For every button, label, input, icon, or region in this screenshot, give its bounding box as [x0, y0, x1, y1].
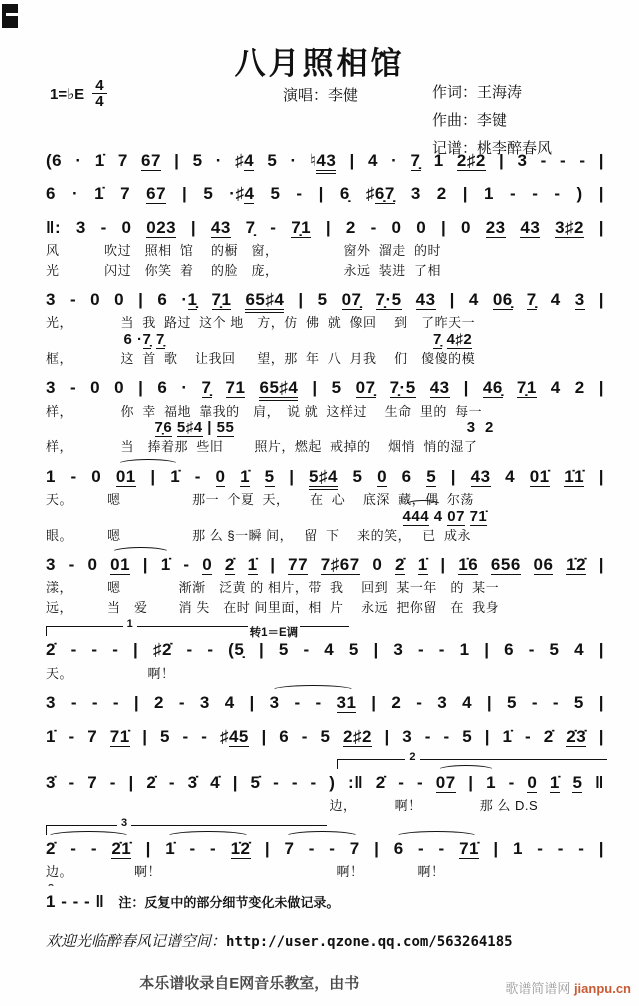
volta-number: 1: [123, 618, 137, 630]
notation-line: 1̇ - 7 71̇ | 5 - - ♯45 | 6 - 5 2♯2 | 3 - - 5 | 1̇ - 2̇ 2̇3̇ |: [46, 726, 604, 746]
page-title: 八月照相馆: [234, 46, 405, 81]
lyric-line: 远， 当 爱 消 失 在时 间里面，相 片 永远 把你留 在 我身: [46, 599, 500, 615]
score-system: [46, 618, 606, 683]
score-system: [46, 148, 606, 174]
lyric-line: 光， 当 我 路过 这个 地 方，仿 佛 就 像回 到 了昨天一: [46, 315, 476, 331]
notation-line: (6 · 1̇ 7 67 | 5 · ♯4 5 · ♮43 | 4 · 7̣ 1 2♯2 | 3 - - - |: [46, 148, 604, 174]
composer-credit: 作曲：李键: [432, 112, 508, 129]
notation-line: 3 - 0 01 | 1̇ - 0 2̇ 1̇ | 77 7♯67 0 2̇ 1̇ | 1̇6 656 06 1̇2̇ |: [46, 555, 604, 575]
notation-line: 3 - 0 0 | 6 · 7̣ 71 65♯4 | 5 07̣ 7̣·5 43 | 46̣ 7̣1 4 2 |: [46, 375, 604, 401]
score-system: [46, 690, 606, 716]
score: [46, 148, 606, 922]
time-signature: [92, 78, 106, 109]
lyric-line: 边， 啊！ 那 么 D.S: [46, 798, 539, 814]
notation-line: 6 · 1̇ 7 67 | 5 ·♯4 5 - | 6̣ ♯6̣7̣ 3 2 | 1 - - - ) |: [46, 184, 604, 204]
notation-line: 2̇ - - - | ♯2̇ - - (5̣ | 5 - 4 5 | 3 - - 1 | 6 - 5 4 |: [46, 640, 604, 660]
score-system: [46, 181, 606, 207]
secondary-notation-line: 444 4 07 71̇: [402, 507, 488, 525]
score-system: [46, 724, 606, 750]
secondary-notation-line: 7̣6 5♯4 | 55 3 2: [154, 419, 494, 437]
key-signature: [50, 78, 107, 109]
score-system: [46, 889, 606, 915]
score-system: [46, 816, 606, 882]
score-system: [46, 375, 606, 456]
secondary-notation-line: 6 ·7̣ 7̣ 7̣ 4♯2: [46, 330, 473, 348]
lyric-line: 漾， 嗯 渐渐 泛黄 的 相片，带 我 回到 某一年 的 某一: [46, 580, 500, 596]
lyric-line: 光 闪过 你笑 着 的脸 庞， 永远 装进 了相: [46, 262, 442, 278]
watermark: [505, 978, 631, 997]
lyric-line: 风 吹过 照相 馆 的橱 窗， 窗外 溜走 的时: [46, 243, 442, 259]
footer-qzone: [46, 930, 513, 951]
time-signature-top: 4: [92, 78, 106, 94]
scan-artifact: [2, 4, 18, 28]
footer-qzone-url: http://user.qzone.qq.com/563264185: [226, 934, 513, 950]
score-system: [46, 215, 606, 280]
lyric-line: 框， 这 首 歌 让我回 望，那 年 八 月我 们 傻傻的模: [46, 350, 476, 366]
volta-bracket: [46, 618, 349, 636]
lyric-line: 眼。 嗯 那 么 §一瞬 间， 留 下 来的笑， 已 成永: [46, 527, 471, 543]
volta-number: 2: [405, 751, 419, 763]
score-system: [46, 464, 606, 545]
notation-line: 1 - - - ‖: [46, 891, 105, 911]
lyric-line: 天。 嗯 那一 个夏 天， 在 心 底深 藏，偶 尔荡: [46, 492, 474, 508]
volta-number: 3: [117, 817, 131, 829]
transcriber-credit: 记谱：桃李醉春风: [432, 140, 553, 157]
notation-line: 2̇ - - 2̇1̇ | 1̇ - - 1̇2̇ | 7 - - 7 | 6 - - 71̇ | 1 - - - |: [46, 838, 605, 858]
key-signature-text: 1=♭E: [50, 85, 85, 103]
score-system: [46, 750, 606, 816]
watermark-name: 歌谱简谱网: [505, 981, 574, 996]
modulation-annotation: 转1＝E调: [248, 624, 301, 640]
notation-line: 3̇ - 7 - | 2̇ - 3̇ 4̇ | 5̇ - - - ) :‖ 2̇ - - 07 | 1 - 0 1̇ 5 ‖: [46, 772, 604, 792]
singer-credit: 演唱：李健: [283, 88, 359, 104]
lyric-line: 天。 啊！: [46, 665, 175, 681]
footer-source: 本乐谱收录自E网音乐教室，由书: [139, 975, 360, 992]
notation-line: 3 - 0 0 | 6 ·1̣ 7̣1 65♯4 | 5 07̣ 7̣·5 43 | 4 06̣ 7̣ 4 3 |: [46, 287, 604, 313]
lyric-line: 样， 当 捧着那 些旧 照片，燃起 戒掉的 烟悄 悄的湿了: [46, 439, 478, 455]
lyric-line: 样， 你 幸 福地 靠我的 肩， 说 就 这样过 生命 里的 每一: [46, 403, 483, 419]
score-system: [46, 552, 606, 617]
watermark-site: jianpu.cn: [573, 981, 631, 996]
score-system: [46, 287, 606, 368]
footer-qzone-label: 欢迎光临醉春风记谱空间：: [46, 934, 227, 950]
notation-line: 3 - - - | 2 - 3 4 | 3 - - 31 | 2 - 3 4 | 5 - - 5 |: [46, 693, 604, 713]
notation-line: ‖: 3 - 0 023 | 43 7̣ - 7̣1 | 2 - 0 0 | 0 23 43 3♯2 |: [46, 217, 604, 237]
score-footnote: 注：反复中的部分细节变化未做记录。: [118, 894, 340, 910]
lyric-line: 边。 啊！ 啊！ 啊！: [46, 864, 445, 880]
lyricist-credit: 作词：王海涛: [432, 85, 523, 101]
time-signature-bottom: 4: [95, 93, 104, 110]
notation-line: 1 - 0 01 | 1̇ - 0 1̇ 5 | 5♯4 5 0 6 5 | 43 4 01̇ 1̇1̇ |: [46, 464, 604, 490]
